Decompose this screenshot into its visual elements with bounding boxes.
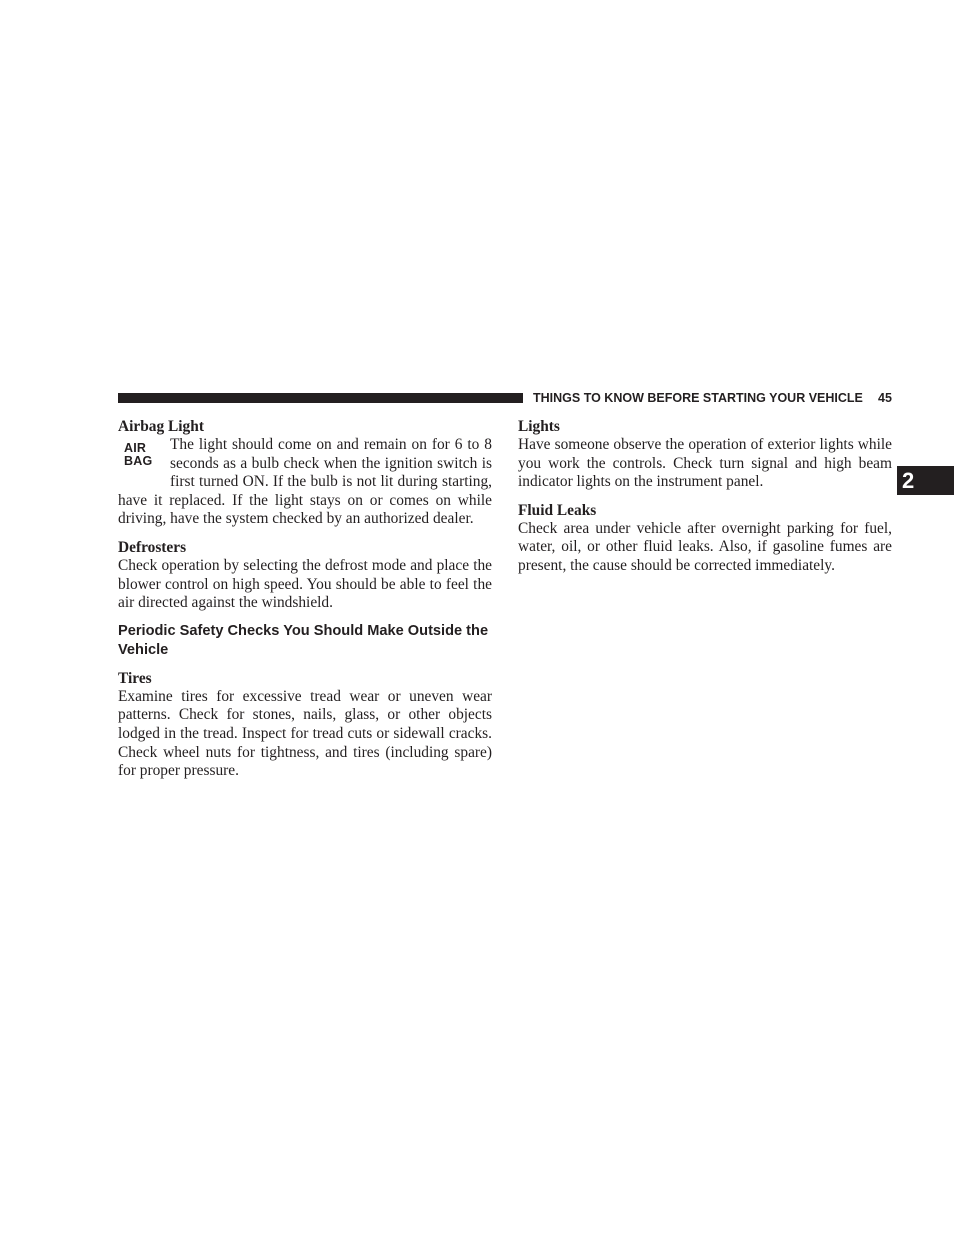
chapter-tab [897, 466, 954, 495]
tires-heading: Tires [118, 669, 152, 687]
airbag-icon-line2: BAG [124, 453, 153, 468]
page-number: 45 [878, 391, 892, 405]
right-column [518, 417, 892, 576]
airbag-light-heading: Airbag Light [118, 418, 204, 435]
lights-heading: Lights [518, 418, 560, 435]
periodic-checks-heading: Periodic Safety Checks You Should Make Outside the Vehicle [118, 622, 489, 658]
fluid-leaks-heading: Fluid Leaks [518, 501, 597, 519]
fluid-leaks-text: Check area under vehicle after overnight parking for fuel, water, oil, or other fluid leaks. Also, if gasoline fumes are present, the cause should be corrected immediately. [518, 519, 892, 574]
left-column [118, 417, 492, 781]
airbag-icon-line1: AIR [124, 441, 147, 455]
lights-text: Have someone observe the operation of exterior lights while you work the controls. Check turn signal and high beam indicator lights on the instrument panel. [518, 436, 892, 491]
defrosters-text: Check operation by selecting the defrost mode and place the blower control on high speed. You should be able to feel the air directed against the windshield. [118, 556, 492, 612]
running-header-title: THINGS TO KNOW BEFORE STARTING YOUR VEHICLE [533, 391, 863, 405]
chapter-number: 2 [902, 468, 915, 493]
tires-text: Examine tires for excessive tread wear or uneven wear patterns. Check for stones, nails, glass, or other objects lodged in the tread. Inspect for tread cuts or sidewall cracks. Check wheel nuts for tightness, and tires (including spare) for proper pressure. [118, 687, 492, 780]
header-rule [118, 393, 523, 403]
defrosters-heading: Defrosters [118, 538, 187, 556]
airbag-light-text: The light should come on and remain on for 6 to 8 seconds as a bulb check when the ignition switch is first turned ON. If the bulb is not lit during starting, have it replaced. If the light stays on or comes on while driving, have the system checked by an authorized dealer. [118, 436, 492, 528]
airbag-warning-icon [118, 439, 164, 475]
